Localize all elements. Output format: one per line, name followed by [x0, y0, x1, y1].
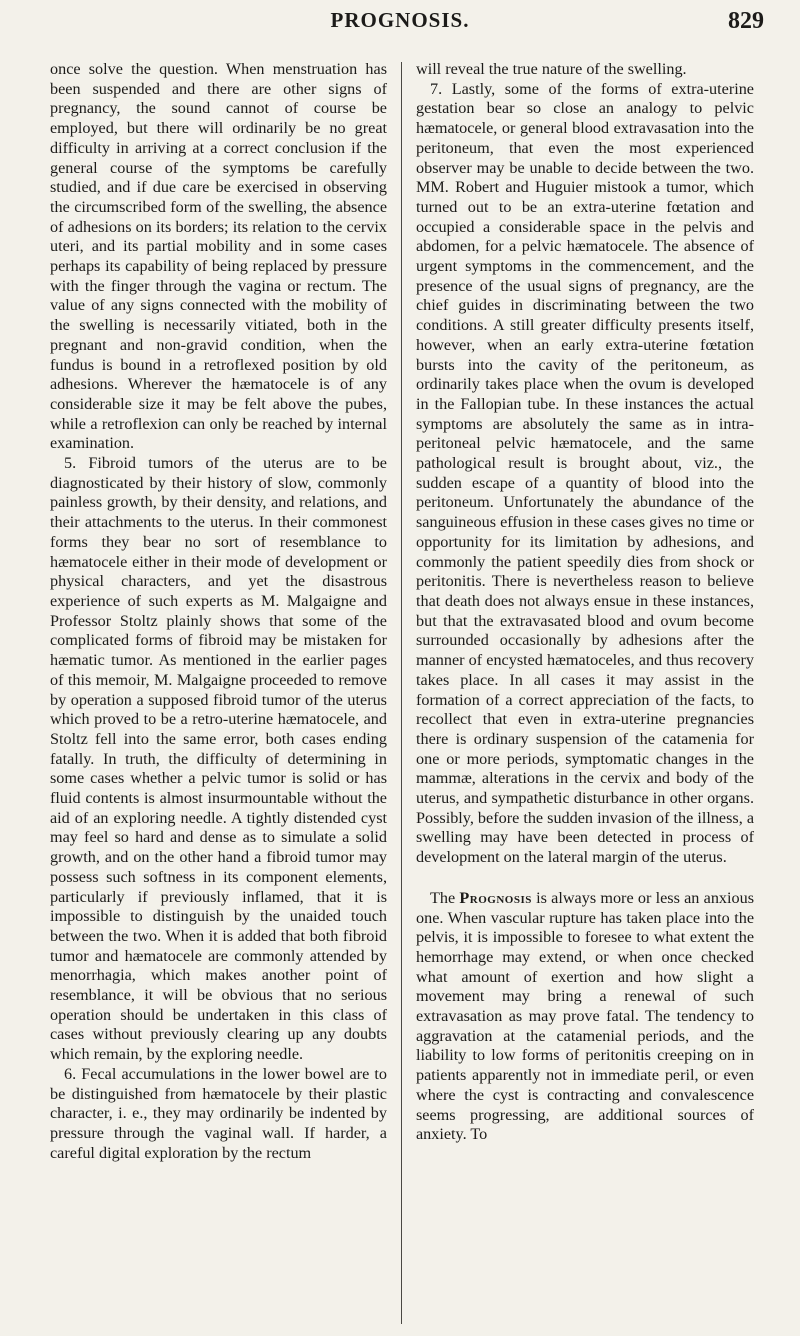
paragraph-fecal-accumulations: 6. Fecal accumulations in the lower bowel are to be distinguished from hæmatocele by their plastic character, i. e., they may ordinarily be indented by pressure through the vaginal wall. If harder, a careful digital exploration by the rectum [50, 1064, 387, 1162]
paragraph-continued: once solve the question. When menstruation has been suspended and there are other signs of pregnancy, the sound cannot of course be employed, but there will ordinarily be no great difficulty in arriving at a correct conclusion if the general course of the symptoms be carefully studied, and if due care be exercised in observing the circumscribed form of the swelling, the absence of adhesions on its borders; its relation to the cervix uteri, and its partial mobility and in some cases perhaps its capability of being replaced by pressure with the finger through the vagina or rectum. The value of any signs connected with the mobility of the swelling is necessarily vitiated, both in the pregnant and non-gravid condition, when the fundus is bound in a retroflexed position by old adhesions. Wherever the hæmatocele is of any considerable size it may be felt above the pubes, while a retroflexion can only be reached by internal examination. [50, 60, 387, 453]
paragraph-prognosis [416, 889, 754, 1145]
page-header [0, 8, 800, 44]
paragraph-fibroid-tumors: 5. Fibroid tumors of the uterus are to be diagnosticated by their history of slow, commonly painless growth, by their density, and relations, and their attachments to the uterus. In their commonest forms they bear no sort of resemblance to hæmatocele either in their mode of development or physical characters, and yet the disastrous experience of such experts as M. Malgaigne and Professor Stoltz plainly shows that some of the complicated forms of fibroid may be mistaken for hæmatic tumor. As mentioned in the earlier pages of this memoir, M. Malgaigne proceeded to remove by operation a supposed fibroid tumor of the uterus which proved to be a retro-uterine hæmatocele, and Stoltz fell into the same error, both cases ending fatally. In truth, the difficulty of determining in some cases whether a pelvic tumor is solid or has fluid contents is almost insurmountable without the aid of an exploring needle. A tightly distended cyst may feel so hard and dense as to simulate a solid growth, and on the other hand a fibroid tumor may possess such softness in its component elements, particularly if previously inflamed, that it is impossible to distinguish by the unaided touch between the two. When it is added that both fibroid tumor and hæmatocele are commonly attended by menorrhagia, which makes another point of resemblance, it will be obvious that no serious operation should be undertaken in this class of cases without previously clearing up any doubts which remain, by the exploring needle. [50, 454, 387, 1064]
paragraph-continued-right: will reveal the true nature of the swelling. [416, 60, 687, 78]
prognosis-heading: Prognosis [459, 888, 532, 907]
page-number: 829 [728, 8, 764, 34]
running-title: PROGNOSIS. [330, 8, 470, 32]
paragraph-extra-uterine-gestation: 7. Lastly, some of the forms of extra-uterine gestation bear so close an analogy to pelvic hæmatocele, or general blood extravasation into the peritoneum, that even the most experienced observer may be unable to decide between the two. MM. Robert and Huguier mistook a tumor, which turned out to be an extra-uterine fœtation and occupied a considerable space in the pelvis and abdomen, for a pelvic hæmatocele. The absence of urgent symptoms in the commencement, and the presence of the usual signs of pregnancy, are the chief guides in discriminating between the two conditions. A still greater difficulty presents itself, however, when an early extra-uterine fœtation bursts into the cavity of the peritoneum, as ordinarily takes place when the ovum is developed in the Fallopian tube. In these instances the actual symptoms are absolutely the same as in intra-peritoneal pelvic hæmatocele, and the same pathological result is brought about, viz., the sudden escape of a quantity of blood into the peritoneum. Unfortunately the abundance of the sanguineous effusion in these cases gives no time or opportunity for its limitation by adhesions, and commonly the patient speedily dies from shock or peritonitis. There is nevertheless reason to believe that death does not always ensue in these instances, but that the extravasated blood and ovum become surrounded occasionally by adhesions after the manner of encysted hæmatoceles, and thus recovery takes place. In all cases it may assist in the formation of a correct appreciation of the facts, to recollect that even in extra-uterine pregnancies there is ordinary suspension of the catamenia for one or more periods, symptomatic changes in the mammæ, alterations in the cervix and body of the uterus, and sympathetic disturbance in other organs. Possibly, before the sudden invasion of the illness, a swelling may have been detected in process of development on the lateral margin of the uterus. [416, 79, 754, 867]
prognosis-body: is always more or less an anxious one. When vascular rupture has taken place into the pelvis, it is impossible to foresee to what extent the hemorrhage may extend, or when once checked what amount of exertion and how slight a movement may bring a renewal of such extravasation as may prove fatal. The tendency to aggravation at the catamenial periods, and the liability to low forms of peritonitis creeping on in patients apparently not in immediate peril, or even where the cyst is contracting and convalescence seems progressing, are additional sources of anxiety. To [416, 888, 755, 1144]
left-column [50, 60, 387, 1163]
column-divider [401, 62, 402, 1324]
prognosis-lead: The [430, 888, 456, 907]
right-column [416, 60, 754, 1145]
